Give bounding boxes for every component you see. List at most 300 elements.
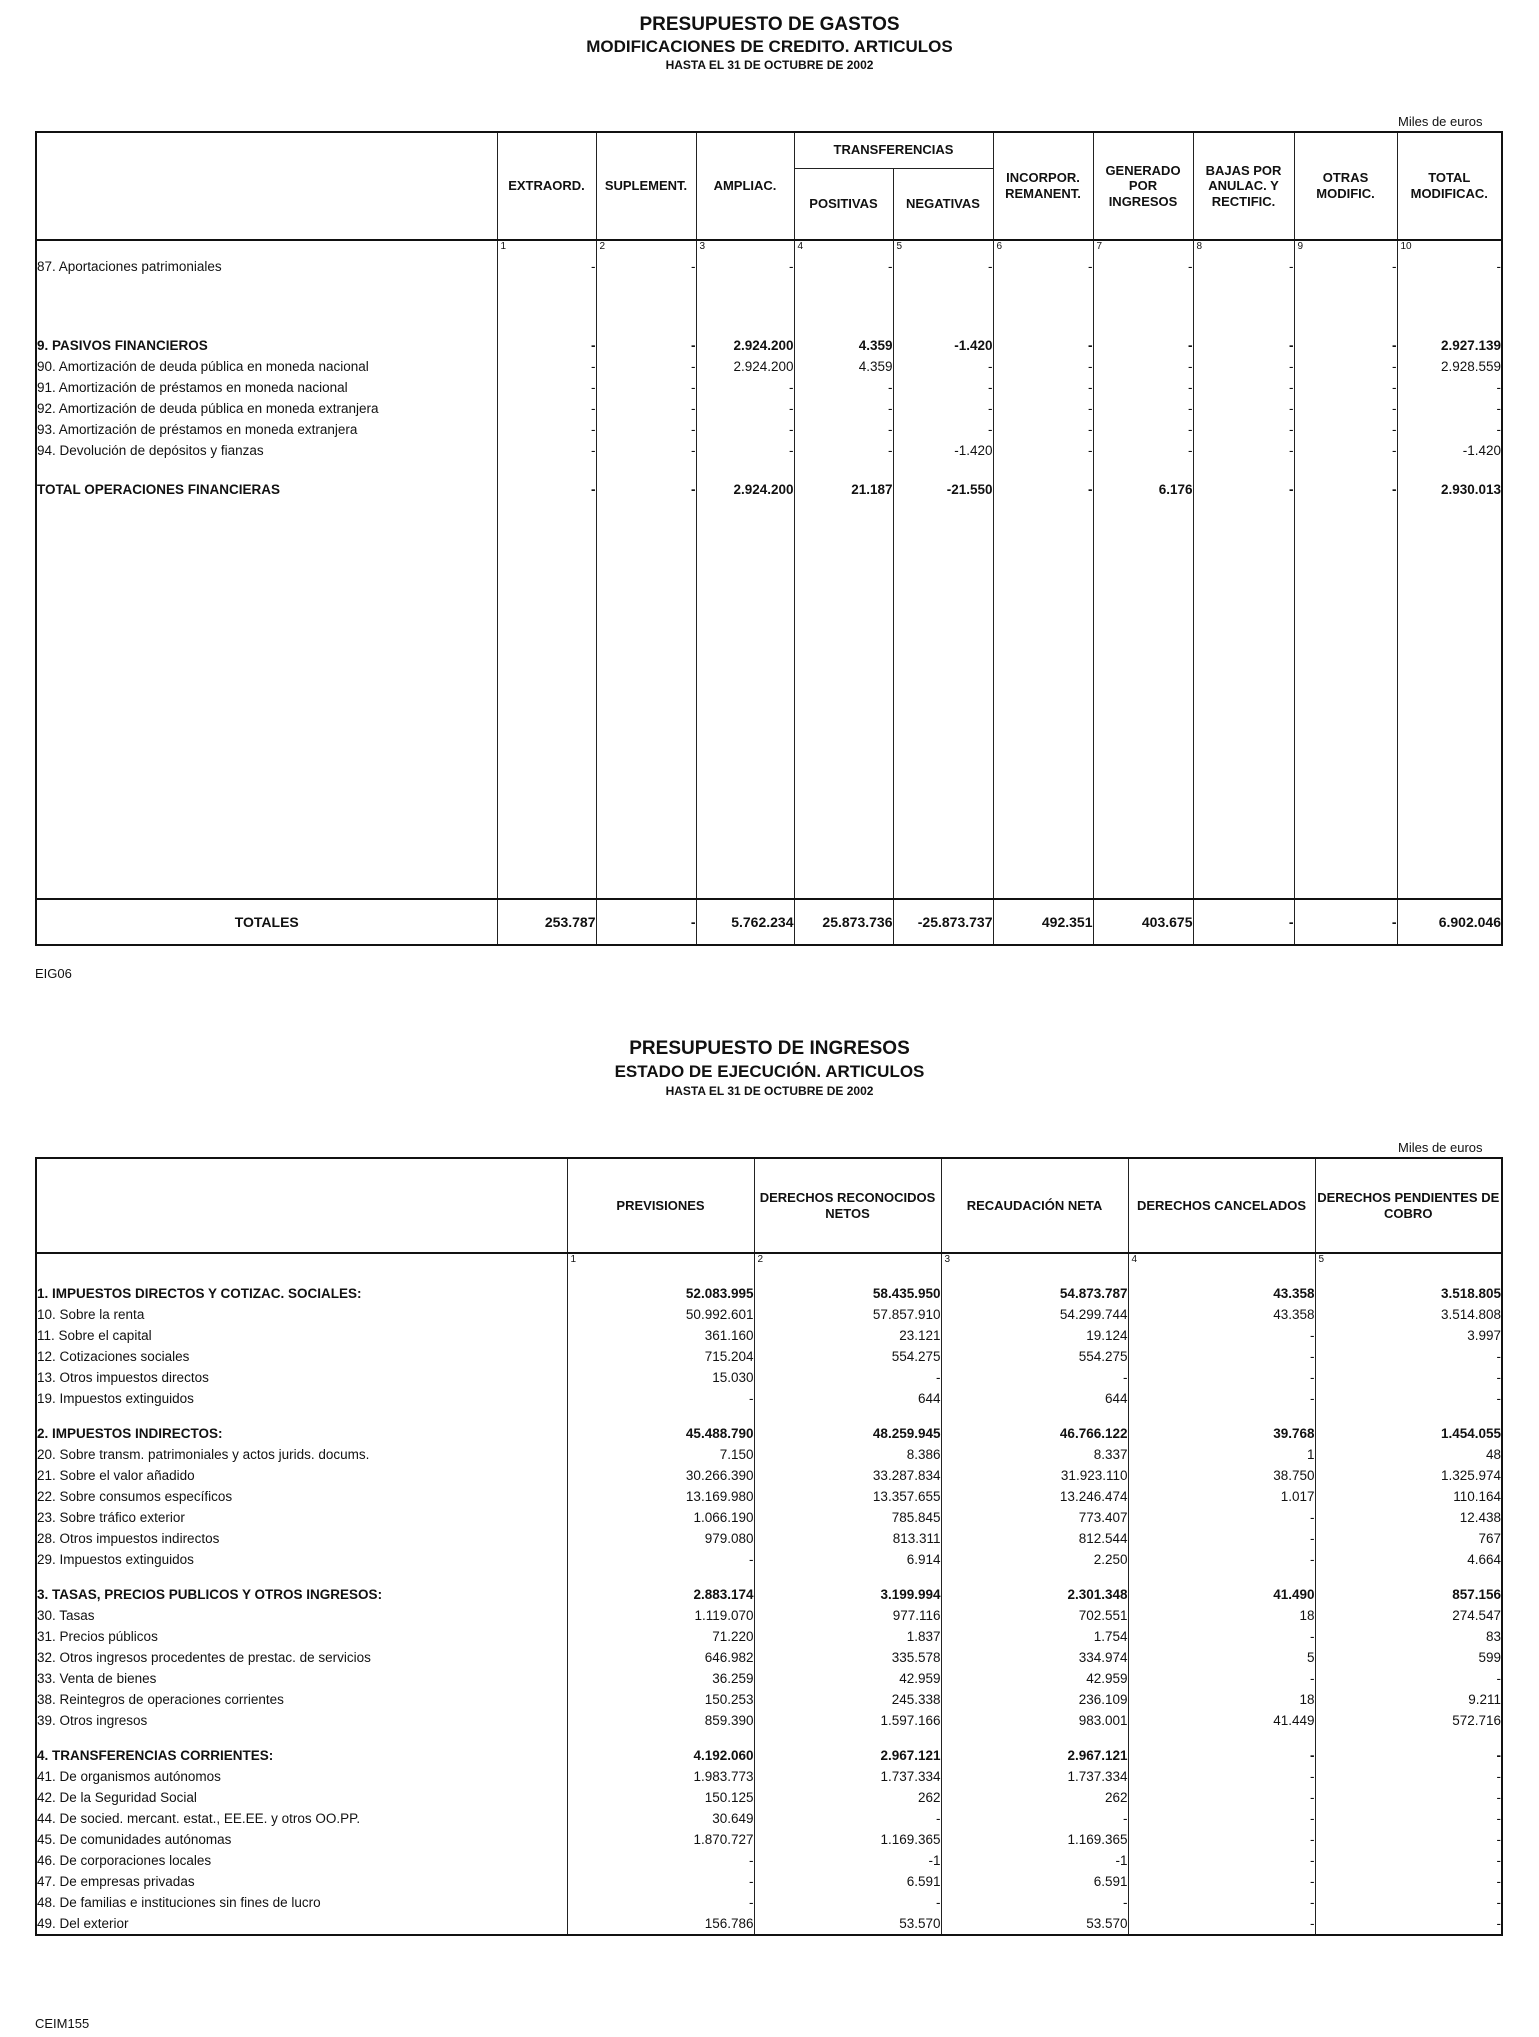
table-row bbox=[36, 1304, 1502, 1325]
cell-value: 335.578 bbox=[754, 1647, 941, 1668]
cell-value: 36.259 bbox=[567, 1668, 754, 1689]
header-extraord: EXTRAORD. bbox=[497, 132, 596, 240]
cell-value: - bbox=[1294, 335, 1397, 356]
cell-value: - bbox=[497, 479, 596, 500]
cell-value: 30.266.390 bbox=[567, 1465, 754, 1486]
table-row bbox=[36, 1892, 1502, 1913]
cell-value: 2.930.013 bbox=[1397, 479, 1502, 500]
ingresos-desc-header bbox=[36, 1158, 567, 1253]
row-label: 30. Tasas bbox=[36, 1605, 567, 1626]
cell-value: - bbox=[754, 1367, 941, 1388]
cell-value: 1 bbox=[1128, 1444, 1315, 1465]
cell-value: - bbox=[1397, 377, 1502, 398]
cell-value: - bbox=[1294, 256, 1397, 277]
header-generado: GENERADO POR INGRESOS bbox=[1093, 132, 1193, 240]
cell-value: - bbox=[1294, 377, 1397, 398]
colnum: 5 bbox=[893, 240, 993, 256]
cell-value: 19.124 bbox=[941, 1325, 1128, 1346]
cell-value: - bbox=[1093, 398, 1193, 419]
cell-value: - bbox=[893, 419, 993, 440]
cell-value: - bbox=[754, 1892, 941, 1913]
cell-value: - bbox=[993, 256, 1093, 277]
totals-value: 5.762.234 bbox=[696, 899, 794, 945]
cell-value: 48.259.945 bbox=[754, 1423, 941, 1444]
cell-value: 43.358 bbox=[1128, 1283, 1315, 1304]
cell-value: 1.454.055 bbox=[1315, 1423, 1502, 1444]
cell-value: 2.924.200 bbox=[696, 479, 794, 500]
cell-value: - bbox=[993, 479, 1093, 500]
ingresos-title: PRESUPUESTO DE INGRESOS bbox=[629, 1038, 910, 1059]
cell-value: 245.338 bbox=[754, 1689, 941, 1710]
cell-value: - bbox=[696, 377, 794, 398]
cell-value: 236.109 bbox=[941, 1689, 1128, 1710]
row-label: 9. PASIVOS FINANCIEROS bbox=[36, 335, 497, 356]
cell-value: 13.357.655 bbox=[754, 1486, 941, 1507]
row-label: 23. Sobre tráfico exterior bbox=[36, 1507, 567, 1528]
cell-value: 262 bbox=[754, 1787, 941, 1808]
table-row bbox=[36, 1465, 1502, 1486]
gastos-table bbox=[35, 131, 1503, 946]
cell-value: 9.211 bbox=[1315, 1689, 1502, 1710]
cell-value: 773.407 bbox=[941, 1507, 1128, 1528]
cell-value: - bbox=[1093, 440, 1193, 461]
gastos-footer-code: EIG06 bbox=[35, 966, 72, 981]
table-row bbox=[36, 440, 1502, 461]
cell-value: 45.488.790 bbox=[567, 1423, 754, 1444]
cell-value: 31.923.110 bbox=[941, 1465, 1128, 1486]
spacer-row bbox=[36, 1269, 1502, 1283]
cell-value: 57.857.910 bbox=[754, 1304, 941, 1325]
row-label: 31. Precios públicos bbox=[36, 1626, 567, 1647]
header-cancelados: DERECHOS CANCELADOS bbox=[1128, 1158, 1315, 1253]
cell-value: 54.299.744 bbox=[941, 1304, 1128, 1325]
cell-value: 52.083.995 bbox=[567, 1283, 754, 1304]
table-row bbox=[36, 1871, 1502, 1892]
cell-value: - bbox=[1315, 1808, 1502, 1829]
cell-value: 361.160 bbox=[567, 1325, 754, 1346]
cell-value: 859.390 bbox=[567, 1710, 754, 1731]
totals-value: - bbox=[1294, 899, 1397, 945]
row-label: 45. De comunidades autónomas bbox=[36, 1829, 567, 1850]
ingresos-table bbox=[35, 1157, 1503, 1936]
cell-value: 334.974 bbox=[941, 1647, 1128, 1668]
table-row bbox=[36, 1745, 1502, 1766]
spacer-row bbox=[36, 461, 1502, 479]
ingresos-colnum-row bbox=[36, 1253, 1502, 1269]
table-row bbox=[36, 335, 1502, 356]
cell-value: 42.959 bbox=[754, 1668, 941, 1689]
cell-value: 646.982 bbox=[567, 1647, 754, 1668]
cell-value: - bbox=[1397, 256, 1502, 277]
cell-value: - bbox=[596, 479, 696, 500]
header-total: TOTAL MODIFICAC. bbox=[1397, 132, 1502, 240]
table-row bbox=[36, 1423, 1502, 1444]
cell-value: - bbox=[1128, 1745, 1315, 1766]
cell-value: - bbox=[1315, 1871, 1502, 1892]
cell-value: - bbox=[1193, 356, 1294, 377]
cell-value: - bbox=[1193, 479, 1294, 500]
cell-value: - bbox=[497, 440, 596, 461]
row-label: 13. Otros impuestos directos bbox=[36, 1367, 567, 1388]
cell-value: - bbox=[1193, 377, 1294, 398]
cell-value: - bbox=[1128, 1549, 1315, 1570]
cell-value: - bbox=[1128, 1668, 1315, 1689]
cell-value: - bbox=[567, 1388, 754, 1409]
cell-value: - bbox=[993, 440, 1093, 461]
cell-value: - bbox=[893, 356, 993, 377]
cell-value: 41.490 bbox=[1128, 1584, 1315, 1605]
ingresos-date: HASTA EL 31 DE OCTUBRE DE 2002 bbox=[665, 1084, 874, 1098]
cell-value: - bbox=[567, 1850, 754, 1871]
cell-value: - bbox=[1128, 1787, 1315, 1808]
totals-value: 403.675 bbox=[1093, 899, 1193, 945]
cell-value: 3.514.808 bbox=[1315, 1304, 1502, 1325]
table-row bbox=[36, 479, 1502, 500]
ingresos-subtitle: ESTADO DE EJECUCIÓN. ARTICULOS bbox=[614, 1062, 925, 1081]
cell-value: - bbox=[1315, 1829, 1502, 1850]
row-label: 48. De familias e instituciones sin fines de lucro bbox=[36, 1892, 567, 1913]
cell-value: 6.914 bbox=[754, 1549, 941, 1570]
cell-value: -1.420 bbox=[893, 335, 993, 356]
cell-value: 5 bbox=[1128, 1647, 1315, 1668]
row-label: 28. Otros impuestos indirectos bbox=[36, 1528, 567, 1549]
cell-value: 150.125 bbox=[567, 1787, 754, 1808]
table-row bbox=[36, 1647, 1502, 1668]
cell-value: - bbox=[696, 419, 794, 440]
row-label: 41. De organismos autónomos bbox=[36, 1766, 567, 1787]
cell-value: 2.924.200 bbox=[696, 356, 794, 377]
cell-value: 3.199.994 bbox=[754, 1584, 941, 1605]
colnum: 5 bbox=[1315, 1253, 1502, 1269]
cell-value: 1.017 bbox=[1128, 1486, 1315, 1507]
cell-value: - bbox=[941, 1367, 1128, 1388]
colnum: 4 bbox=[1128, 1253, 1315, 1269]
cell-value: 1.119.070 bbox=[567, 1605, 754, 1626]
table-row bbox=[36, 398, 1502, 419]
cell-value: 554.275 bbox=[941, 1346, 1128, 1367]
cell-value: - bbox=[941, 1892, 1128, 1913]
cell-value: - bbox=[1128, 1346, 1315, 1367]
row-label: 10. Sobre la renta bbox=[36, 1304, 567, 1325]
row-label: 38. Reintegros de operaciones corrientes bbox=[36, 1689, 567, 1710]
colnum: 9 bbox=[1294, 240, 1397, 256]
colnum: 2 bbox=[596, 240, 696, 256]
cell-value: - bbox=[1315, 1346, 1502, 1367]
cell-value: 48 bbox=[1315, 1444, 1502, 1465]
row-label: 90. Amortización de deuda pública en moneda nacional bbox=[36, 356, 497, 377]
cell-value: - bbox=[993, 335, 1093, 356]
row-label: 20. Sobre transm. patrimoniales y actos jurids. docums. bbox=[36, 1444, 567, 1465]
cell-value: 15.030 bbox=[567, 1367, 754, 1388]
cell-value: - bbox=[1128, 1528, 1315, 1549]
cell-value: 644 bbox=[941, 1388, 1128, 1409]
table-row bbox=[36, 1605, 1502, 1626]
cell-value: 4.664 bbox=[1315, 1549, 1502, 1570]
cell-value: - bbox=[1193, 440, 1294, 461]
colnum: 4 bbox=[794, 240, 893, 256]
cell-value: - bbox=[1128, 1507, 1315, 1528]
cell-value: 1.983.773 bbox=[567, 1766, 754, 1787]
cell-value: -1.420 bbox=[1397, 440, 1502, 461]
cell-value: 1.066.190 bbox=[567, 1507, 754, 1528]
row-label: 29. Impuestos extinguidos bbox=[36, 1549, 567, 1570]
cell-value: - bbox=[497, 377, 596, 398]
cell-value: - bbox=[1193, 256, 1294, 277]
cell-value: 8.386 bbox=[754, 1444, 941, 1465]
cell-value: 1.837 bbox=[754, 1626, 941, 1647]
header-positivas: POSITIVAS bbox=[794, 168, 893, 240]
row-label: 47. De empresas privadas bbox=[36, 1871, 567, 1892]
cell-value: 2.967.121 bbox=[754, 1745, 941, 1766]
cell-value: - bbox=[497, 335, 596, 356]
cell-value: 2.924.200 bbox=[696, 335, 794, 356]
cell-value: - bbox=[794, 440, 893, 461]
spacer-row bbox=[36, 277, 1502, 335]
table-row bbox=[36, 1710, 1502, 1731]
cell-value: 6.176 bbox=[1093, 479, 1193, 500]
cell-value: 2.301.348 bbox=[941, 1584, 1128, 1605]
row-label: 19. Impuestos extinguidos bbox=[36, 1388, 567, 1409]
cell-value: - bbox=[893, 256, 993, 277]
cell-value: 977.116 bbox=[754, 1605, 941, 1626]
cell-value: 110.164 bbox=[1315, 1486, 1502, 1507]
gastos-colnum-row bbox=[36, 240, 1502, 256]
cell-value: 1.169.365 bbox=[754, 1829, 941, 1850]
cell-value: 812.544 bbox=[941, 1528, 1128, 1549]
row-label: 42. De la Seguridad Social bbox=[36, 1787, 567, 1808]
cell-value: - bbox=[1397, 398, 1502, 419]
cell-value: 42.959 bbox=[941, 1668, 1128, 1689]
cell-value: - bbox=[794, 398, 893, 419]
cell-value: 1.597.166 bbox=[754, 1710, 941, 1731]
cell-value: -1.420 bbox=[893, 440, 993, 461]
row-label: 1. IMPUESTOS DIRECTOS Y COTIZAC. SOCIALES: bbox=[36, 1283, 567, 1304]
cell-value: - bbox=[893, 377, 993, 398]
cell-value: - bbox=[1397, 419, 1502, 440]
cell-value: - bbox=[893, 398, 993, 419]
header-bajas: BAJAS POR ANULAC. Y RECTIFIC. bbox=[1193, 132, 1294, 240]
header-negativas: NEGATIVAS bbox=[893, 168, 993, 240]
cell-value: -1 bbox=[941, 1850, 1128, 1871]
cell-value: - bbox=[596, 377, 696, 398]
cell-value: - bbox=[754, 1808, 941, 1829]
cell-value: 83 bbox=[1315, 1626, 1502, 1647]
cell-value: - bbox=[1093, 419, 1193, 440]
table-row bbox=[36, 1829, 1502, 1850]
cell-value: - bbox=[1315, 1668, 1502, 1689]
cell-value: 30.649 bbox=[567, 1808, 754, 1829]
cell-value: 13.246.474 bbox=[941, 1486, 1128, 1507]
cell-value: 3.518.805 bbox=[1315, 1283, 1502, 1304]
totals-label: TOTALES bbox=[36, 899, 497, 945]
cell-value: 983.001 bbox=[941, 1710, 1128, 1731]
cell-value: - bbox=[794, 419, 893, 440]
cell-value: - bbox=[497, 398, 596, 419]
cell-value: 6.591 bbox=[754, 1871, 941, 1892]
cell-value: - bbox=[993, 377, 1093, 398]
table-row bbox=[36, 1283, 1502, 1304]
cell-value: 71.220 bbox=[567, 1626, 754, 1647]
row-label: 87. Aportaciones patrimoniales bbox=[36, 256, 497, 277]
cell-value: 13.169.980 bbox=[567, 1486, 754, 1507]
cell-value: 2.883.174 bbox=[567, 1584, 754, 1605]
cell-value: 54.873.787 bbox=[941, 1283, 1128, 1304]
header-otras: OTRAS MODIFIC. bbox=[1294, 132, 1397, 240]
cell-value: 33.287.834 bbox=[754, 1465, 941, 1486]
header-suplement: SUPLEMENT. bbox=[596, 132, 696, 240]
gastos-desc-header bbox=[36, 132, 497, 240]
cell-value: - bbox=[1315, 1745, 1502, 1766]
colnum: 3 bbox=[696, 240, 794, 256]
cell-value: 6.591 bbox=[941, 1871, 1128, 1892]
cell-value: - bbox=[1128, 1850, 1315, 1871]
table-row bbox=[36, 1668, 1502, 1689]
row-label: 2. IMPUESTOS INDIRECTOS: bbox=[36, 1423, 567, 1444]
cell-value: 1.169.365 bbox=[941, 1829, 1128, 1850]
cell-value: - bbox=[596, 440, 696, 461]
cell-value: - bbox=[1315, 1367, 1502, 1388]
cell-value: 46.766.122 bbox=[941, 1423, 1128, 1444]
colnum: 2 bbox=[754, 1253, 941, 1269]
cell-value: 554.275 bbox=[754, 1346, 941, 1367]
totals-value: 492.351 bbox=[993, 899, 1093, 945]
cell-value: -21.550 bbox=[893, 479, 993, 500]
cell-value: - bbox=[1294, 440, 1397, 461]
cell-value: - bbox=[1093, 356, 1193, 377]
cell-value: 1.325.974 bbox=[1315, 1465, 1502, 1486]
colnum: 3 bbox=[941, 1253, 1128, 1269]
totals-value: - bbox=[596, 899, 696, 945]
colnum: 10 bbox=[1397, 240, 1502, 256]
cell-value: 38.750 bbox=[1128, 1465, 1315, 1486]
row-label: 49. Del exterior bbox=[36, 1913, 567, 1935]
cell-value: 21.187 bbox=[794, 479, 893, 500]
cell-value: 4.359 bbox=[794, 335, 893, 356]
cell-value: - bbox=[1128, 1367, 1315, 1388]
table-row bbox=[36, 1367, 1502, 1388]
cell-value: - bbox=[794, 377, 893, 398]
cell-value: - bbox=[1294, 356, 1397, 377]
cell-value: - bbox=[993, 398, 1093, 419]
cell-value: 41.449 bbox=[1128, 1710, 1315, 1731]
cell-value: 1.870.727 bbox=[567, 1829, 754, 1850]
cell-value: 53.570 bbox=[754, 1913, 941, 1935]
cell-value: - bbox=[567, 1549, 754, 1570]
cell-value: - bbox=[1093, 377, 1193, 398]
cell-value: - bbox=[1093, 335, 1193, 356]
cell-value: - bbox=[1128, 1388, 1315, 1409]
gastos-date: HASTA EL 31 DE OCTUBRE DE 2002 bbox=[665, 58, 874, 72]
row-label: 12. Cotizaciones sociales bbox=[36, 1346, 567, 1367]
totals-value: - bbox=[1193, 899, 1294, 945]
cell-value: - bbox=[1315, 1892, 1502, 1913]
row-label: 3. TASAS, PRECIOS PUBLICOS Y OTROS INGRESOS: bbox=[36, 1584, 567, 1605]
table-row bbox=[36, 1325, 1502, 1346]
cell-value: - bbox=[941, 1808, 1128, 1829]
table-row bbox=[36, 1808, 1502, 1829]
table-row bbox=[36, 1850, 1502, 1871]
cell-value: - bbox=[1128, 1766, 1315, 1787]
cell-value: - bbox=[1128, 1871, 1315, 1892]
header-incorpor: INCORPOR. REMANENT. bbox=[993, 132, 1093, 240]
cell-value: - bbox=[993, 356, 1093, 377]
cell-value: 43.358 bbox=[1128, 1304, 1315, 1325]
cell-value: 767 bbox=[1315, 1528, 1502, 1549]
cell-value: 4.359 bbox=[794, 356, 893, 377]
cell-value: - bbox=[1315, 1388, 1502, 1409]
table-row bbox=[36, 1388, 1502, 1409]
cell-value: - bbox=[794, 256, 893, 277]
cell-value: 785.845 bbox=[754, 1507, 941, 1528]
cell-value: - bbox=[497, 256, 596, 277]
ingresos-footer-code: CEIM155 bbox=[35, 2016, 90, 2031]
cell-value: - bbox=[1315, 1766, 1502, 1787]
cell-value: - bbox=[1294, 398, 1397, 419]
header-transferencias: TRANSFERENCIAS bbox=[794, 132, 993, 168]
cell-value: 12.438 bbox=[1315, 1507, 1502, 1528]
cell-value: 715.204 bbox=[567, 1346, 754, 1367]
table-row bbox=[36, 1507, 1502, 1528]
cell-value: 644 bbox=[754, 1388, 941, 1409]
cell-value: 702.551 bbox=[941, 1605, 1128, 1626]
colnum: 1 bbox=[497, 240, 596, 256]
table-row bbox=[36, 1689, 1502, 1710]
colnum: 8 bbox=[1193, 240, 1294, 256]
cell-value: 813.311 bbox=[754, 1528, 941, 1549]
cell-value: 150.253 bbox=[567, 1689, 754, 1710]
row-label: TOTAL OPERACIONES FINANCIERAS bbox=[36, 479, 497, 500]
cell-value: - bbox=[1193, 335, 1294, 356]
cell-value: 53.570 bbox=[941, 1913, 1128, 1935]
table-row bbox=[36, 1444, 1502, 1465]
cell-value: 599 bbox=[1315, 1647, 1502, 1668]
ingresos-units: Miles de euros bbox=[1398, 1140, 1483, 1155]
header-ampliac: AMPLIAC. bbox=[696, 132, 794, 240]
cell-value: -1 bbox=[754, 1850, 941, 1871]
table-row bbox=[36, 1626, 1502, 1647]
row-label: 92. Amortización de deuda pública en moneda extranjera bbox=[36, 398, 497, 419]
totals-value: 25.873.736 bbox=[794, 899, 893, 945]
cell-value: - bbox=[1315, 1850, 1502, 1871]
cell-value: - bbox=[1294, 419, 1397, 440]
cell-value: 8.337 bbox=[941, 1444, 1128, 1465]
cell-value: - bbox=[596, 419, 696, 440]
cell-value: 50.992.601 bbox=[567, 1304, 754, 1325]
totals-value: 253.787 bbox=[497, 899, 596, 945]
cell-value: - bbox=[696, 398, 794, 419]
table-row bbox=[36, 256, 1502, 277]
header-derechos-reconocidos: DERECHOS RECONOCIDOS NETOS bbox=[754, 1158, 941, 1253]
cell-value: 4.192.060 bbox=[567, 1745, 754, 1766]
cell-value: - bbox=[596, 335, 696, 356]
table-row bbox=[36, 356, 1502, 377]
cell-value: 1.737.334 bbox=[941, 1766, 1128, 1787]
colnum: 6 bbox=[993, 240, 1093, 256]
table-row bbox=[36, 1346, 1502, 1367]
table-row bbox=[36, 1787, 1502, 1808]
table-row bbox=[36, 419, 1502, 440]
cell-value: - bbox=[596, 398, 696, 419]
row-label: 4. TRANSFERENCIAS CORRIENTES: bbox=[36, 1745, 567, 1766]
row-label: 11. Sobre el capital bbox=[36, 1325, 567, 1346]
cell-value: 274.547 bbox=[1315, 1605, 1502, 1626]
cell-value: 2.967.121 bbox=[941, 1745, 1128, 1766]
colnum: 7 bbox=[1093, 240, 1193, 256]
table-row bbox=[36, 1913, 1502, 1935]
cell-value: 1.754 bbox=[941, 1626, 1128, 1647]
cell-value: - bbox=[1128, 1808, 1315, 1829]
gastos-title: PRESUPUESTO DE GASTOS bbox=[639, 14, 900, 35]
